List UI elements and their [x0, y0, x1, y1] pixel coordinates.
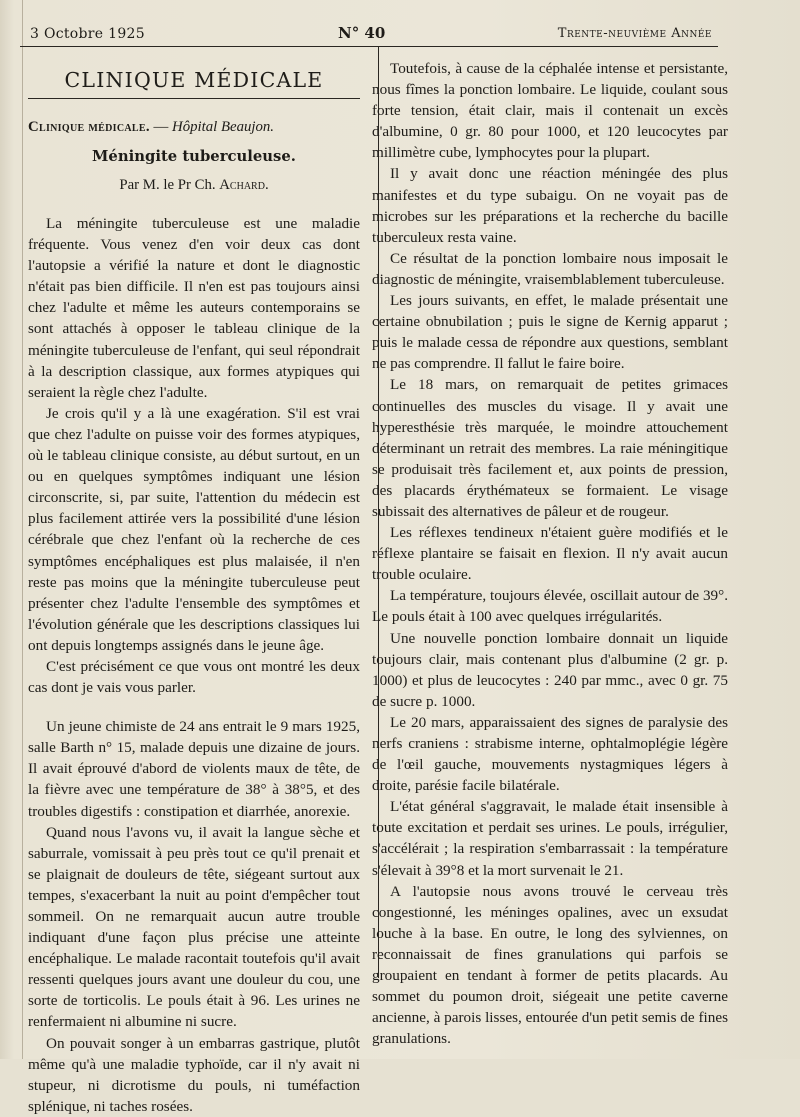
section-rule — [28, 98, 360, 99]
header-rule — [20, 46, 718, 47]
paragraph: La température, toujours élevée, oscillait autour de 39°. Le pouls était à 100 avec quelques irrégularités. — [372, 587, 728, 626]
rubric-dash: — — [149, 119, 173, 135]
paragraph: Ce résultat de la ponction lombaire nous imposait le diagnostic de méningite, vraisemblablement tuberculeuse. — [372, 249, 728, 288]
right-column — [372, 58, 728, 1049]
paragraph: Le 20 mars, apparaissaient des signes de paralysie des nerfs craniens : strabisme interne, ophtalmoplégie légère de l'œil gauche, mouvements nystagmiques légers à droite, parésie facile bilatérale. — [372, 713, 728, 795]
issue-date: 3 Octobre 1925 — [30, 26, 145, 42]
paragraph: Je crois qu'il y a là une exagération. S'il est vrai que chez l'adulte on puisse voir des formes atypiques, où le tableau clinique consiste, au début surtout, en un ou en quelques symptômes indiquant une lésion circonscrite, si, par suite, l'attention du médecin est plus facilement attirée vers la possibilité d'une lésion cérébrale que chez l'enfant où la recherche de ces symptômes encéphaliques est plus malaisée, il n'en reste pas moins que la méningite tuberculeuse peut présenter chez l'adulte l'ensemble des symptômes et l'évolution générale que les descriptions classiques lui ont depuis longtemps assignés dans le jeune âge. — [28, 404, 360, 654]
paragraph: L'état général s'aggravait, le malade était insensible à toute excitation et perdait ses urines. Le pouls, irrégulier, s'accélérait ; la respiration s'embarrassait : la température s'élevait à 39°8 et la mort survenait le 21. — [372, 798, 728, 879]
paragraph: A l'autopsie nous avons trouvé le cerveau très congestionné, les méninges opalines, avec un exsudat louche à la base. En outre, le long des sylviennes, on reconnaissait de fines granulations qui parfois se groupaient en tendant à former de petits placards. Au sommet du poumon droit, siégeait une petite caverne ancienne, à parois lisses, entourée d'un petit semis de fines granulations. — [372, 882, 728, 1048]
byline-prefix: Par M. le Pr Ch. — [119, 177, 220, 193]
article-title: Méningite tuberculeuse. — [92, 148, 296, 165]
paragraph: Les réflexes tendineux n'étaient guère modifiés et le réflexe plantaire se faisait en flexion. Il n'y avait aucun trouble oculaire. — [372, 524, 728, 584]
section-title: CLINIQUE MÉDICALE — [64, 68, 324, 92]
byline-author: Achard. — [219, 177, 269, 193]
paragraph: Quand nous l'avons vu, il avait la langue sèche et saburrale, vomissait à peu près tout ce qu'il prenait et se plaignait de douleurs de tête, siégeant surtout aux tempes, s'exacerbant la nuit au point d'empêcher tout sommeil. On ne remarquait aucun autre trouble indiquant d'une façon plus précise une atteinte encéphalique. Le malade racontait toutefois qu'il avait ressenti quelques jours avant une douleur du cou, une sorte de torticolis. Le pouls était à 96. Les urines ne renfermaient ni albumine ni sucre. — [28, 823, 360, 1031]
rubric-main: Clinique médicale. — [28, 119, 150, 135]
left-column — [28, 60, 360, 1117]
paragraph: Les jours suivants, en effet, le malade présentait une certaine obnubilation ; puis le signe de Kernig apparut ; puis le malade cessa de répondre aux questions, semblant ne pas comprendre. Il fallut le faire boire. — [372, 292, 728, 373]
paragraph: Il y avait donc une réaction méningée des plus manifestes et du type subaigu. On ne voyait pas de microbes sur les préparations et la recherche du bacille tuberculeux resta vaine. — [372, 165, 728, 246]
paragraph: Toutefois, à cause de la céphalée intense et persistante, nous fîmes la ponction lombaire. Le liquide, coulant sous forte tension, était clair, mais il contenait un excès d'albumine, 0 gr. 80 pour 1000, et 120 leucocytes par millimètre cube, lymphocytes pour la plupart. — [372, 60, 728, 162]
paragraph: La méningite tuberculeuse est une maladie fréquente. Vous venez d'en voir deux cas dont l'autopsie a vérifié la nature et dont le diagnostic n'était pas bien difficile. Il n'en est pas toujours ainsi chez l'adulte et même les auteurs contemporains se sont attachés à opposer le tableau clinique de la méningite tuberculeuse de l'enfant, qui seul répondrait à la description classique, aux formes atypiques qui seraient la règle chez l'adulte. — [28, 215, 360, 401]
running-header — [30, 22, 710, 44]
volume-year: Trente-neuvième Année — [557, 26, 712, 41]
binding-edge — [22, 0, 23, 1059]
article-byline — [28, 175, 360, 195]
spacer — [28, 195, 360, 213]
rubric-place: Hôpital Beaujon. — [172, 119, 274, 135]
issue-number: N° 40 — [338, 24, 386, 42]
paragraph: Une nouvelle ponction lombaire donnait un liquide toujours clair, mais contenant plus d'albumine (2 gr. p. 1000) et plus de leucocytes : 240 par mmc., avec 0 gr. 75 de sucre p. 1000. — [372, 629, 728, 710]
paragraph: Le 18 mars, on remarquait de petites grimaces continuelles des muscles du visage. Il y avait une hyperesthésie très marquée, le moindre attouchement déterminant un retrait des membres. La raie méningitique se produisait très facilement et, aux points de pression, des placards érythémateux se formaient. Le visage subissait des alternatives de pâleur et de rougeur. — [372, 376, 728, 520]
paragraph: C'est précisément ce que vous ont montré les deux cas dont je vais vous parler. — [28, 657, 360, 697]
paragraph: Un jeune chimiste de 24 ans entrait le 9 mars 1925, salle Barth n° 15, malade depuis une dizaine de jours. Il avait éprouvé d'abord de violents maux de tête, de la fièvre avec une température de 38° à 38°5, et des troubles digestifs : constipation et diarrhée, anorexie. — [28, 718, 360, 820]
article-rubric — [28, 117, 360, 137]
spacer — [28, 698, 360, 716]
paragraph: On pouvait songer à un embarras gastrique, plutôt même qu'à une maladie typhoïde, car il n'y avait ni stupeur, ni dicrotisme du pouls, ni tuméfaction splénique, ni taches rosées. — [28, 1034, 360, 1115]
